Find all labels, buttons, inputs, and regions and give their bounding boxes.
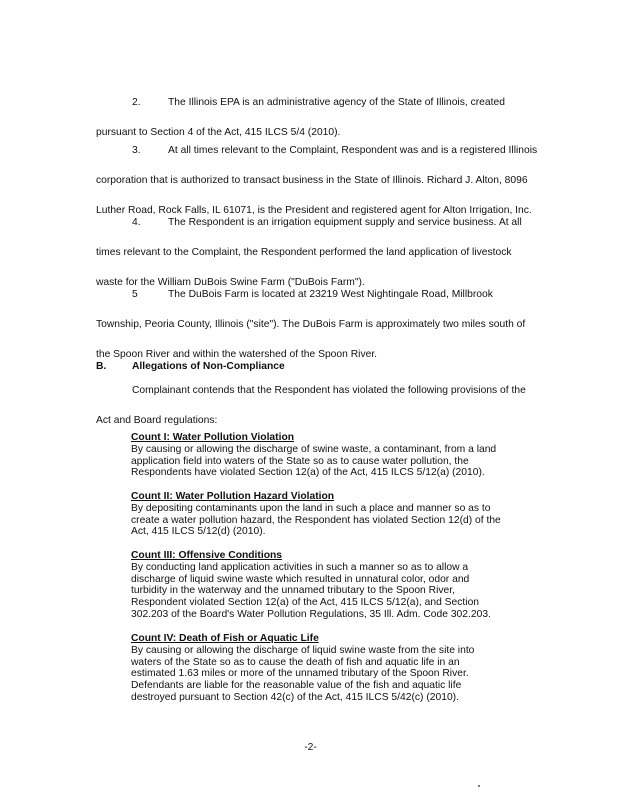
paragraph-line: Township, Peoria County, Illinois ("site"). The DuBois Farm is approximately two miles south of [96, 319, 526, 330]
paragraph-number: 5 [132, 289, 138, 300]
paragraph-line: corporation that is authorized to transact business in the State of Illinois. Richard J. Alton, 8096 [96, 175, 528, 186]
section-heading [96, 360, 541, 374]
page-number: -2- [304, 742, 317, 753]
scan-speck [478, 785, 480, 787]
paragraph-text: At all times relevant to the Complaint, Respondent was and is a registered Illinois [168, 145, 538, 156]
paragraph-number: 2. [132, 97, 141, 108]
count-line: create a water pollution hazard, the Respondent has violated Section 12(d) of the [131, 514, 501, 526]
count-line: destroyed pursuant to Section 42(c) of the Act, 415 ILCS 5/42(c) (2010). [131, 691, 459, 703]
paragraph-line [96, 96, 541, 126]
count-line: Act, 415 ILCS 5/12(d) (2010). [131, 526, 266, 538]
count-line: turbidity in the waterway and the unnamed tributary to the Spoon River, [131, 585, 455, 597]
section-letter: B. [96, 361, 107, 372]
count-line: By depositing contaminants upon the land in such a place and manner so as to [131, 502, 491, 514]
count-line: By causing or allowing the discharge of liquid swine waste from the site into [131, 644, 475, 656]
paragraph-line: Luther Road, Rock Falls, IL 61071, is the President and registered agent for Alton Irrigation, Inc. [96, 205, 532, 216]
count-4 [131, 633, 531, 704]
count-line: Respondents have violated Section 12(a) of the Act, 415 ILCS 5/12(a) (2010). [131, 467, 485, 479]
paragraph-line: times relevant to the Complaint, the Respondent performed the land application of livestock [96, 247, 512, 258]
paragraph-line: Act and Board regulations: [96, 415, 218, 426]
paragraph-line: Complainant contends that the Respondent has violated the following provisions of the [132, 385, 526, 396]
paragraph-text: The DuBois Farm is located at 23219 West Nightingale Road, Millbrook [168, 289, 493, 300]
count-line: 302.203 of the Board's Water Pollution Regulations, 35 Ill. Adm. Code 302.203. [131, 608, 491, 620]
count-title: Count IV: Death of Fish or Aquatic Life [131, 633, 319, 644]
count-title: Count I: Water Pollution Violation [131, 432, 295, 443]
count-line: By conducting land application activities in such a manner so as to allow a [131, 561, 469, 573]
count-line: Defendants are liable for the reasonable value of the fish and aquatic life [131, 680, 462, 692]
count-title: Count II: Water Pollution Hazard Violation [131, 491, 335, 502]
count-line: Respondent violated Section 12(a) of the Act, 415 ILCS 5/12(a), and Section [131, 597, 480, 609]
paragraph-line [96, 144, 541, 174]
paragraph-number: 4. [132, 217, 141, 228]
count-title: Count III: Offensive Conditions [131, 550, 283, 561]
paragraph-line [96, 216, 541, 246]
count-3 [131, 550, 531, 621]
count-line: estimated 1.63 miles or more of the unnamed tributary of the Spoon River. [131, 668, 469, 680]
paragraph-line: the Spoon River and within the watershed of the Spoon River. [96, 349, 378, 360]
paragraph-number: 3. [132, 145, 141, 156]
count-2 [131, 491, 531, 538]
paragraph-line: pursuant to Section 4 of the Act, 415 ILCS 5/4 (2010). [96, 127, 341, 138]
paragraph-text: The Illinois EPA is an administrative agency of the State of Illinois, created [168, 97, 505, 108]
paragraph-text: The Respondent is an irrigation equipment supply and service business. At all [168, 217, 522, 228]
count-line: discharge of liquid swine waste which resulted in unnatural color, odor and [131, 573, 470, 585]
paragraph-line [96, 288, 541, 318]
count-line: By causing or allowing the discharge of swine waste, a contaminant, from a land [131, 443, 497, 455]
paragraph-line: waste for the William DuBois Swine Farm ("DuBois Farm"). [96, 277, 365, 288]
count-1 [131, 432, 531, 479]
count-line: application field into waters of the State so as to cause water pollution, the [131, 455, 469, 467]
count-line: waters of the State so as to cause the death of fish and aquatic life in an [131, 656, 460, 668]
section-title: Allegations of Non-Compliance [132, 361, 285, 372]
